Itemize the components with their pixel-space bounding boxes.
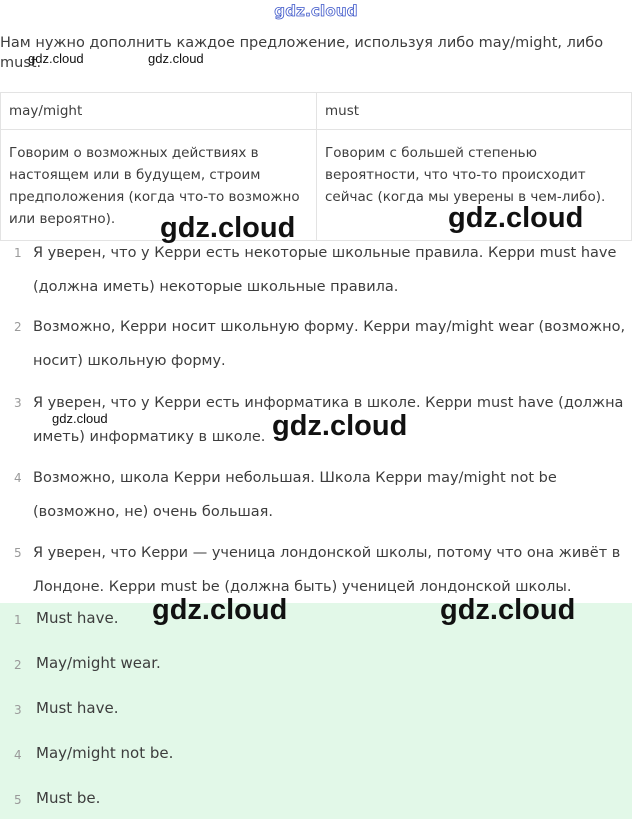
watermark: gdz.cloud [160, 212, 296, 244]
answer-number: 3 [14, 703, 22, 717]
answer-item [0, 651, 632, 681]
question-number: 4 [14, 471, 22, 485]
answer-number: 5 [14, 793, 22, 807]
answer-text: Must have. [36, 699, 119, 717]
watermark: gdz.cloud [272, 410, 408, 442]
watermark: gdz.cloud [448, 202, 584, 234]
answer-number: 2 [14, 658, 22, 672]
answers-panel [0, 603, 632, 819]
watermark: gdz.cloud [148, 51, 204, 66]
question-text: Я уверен, что у Керри есть информатика в школе. Керри must have (должна иметь) информатику в школе. [33, 395, 624, 445]
table-cell-must: Говорим с большей степенью вероятности, что что-то происходит сейчас (когда мы уверены в чем-либо). [317, 130, 632, 241]
answer-text: May/might wear. [36, 654, 161, 672]
watermark: gdz.cloud [52, 411, 108, 426]
table-header-must: must [317, 93, 632, 130]
question-number: 1 [14, 246, 22, 260]
question-text: Я уверен, что Керри — ученица лондонской школы, потому что она живёт в Лондоне. Керри must be (должна быть) ученицей лондонской школы. [33, 545, 621, 595]
question-number: 3 [14, 396, 22, 410]
answer-item [0, 786, 632, 816]
table-cell-may-might: Говорим о возможных действиях в настоящем или в будущем, строим предположения (когда что-то возможно или вероятно). [1, 130, 317, 241]
answer-number: 4 [14, 748, 22, 762]
intro-text: Нам нужно дополнить каждое предложение, используя либо may/might, либо must. [0, 35, 604, 71]
watermark: gdz.cloud [28, 51, 84, 66]
answer-text: Must have. [36, 609, 119, 627]
question-number: 2 [14, 320, 22, 334]
watermark: gdz.cloud [440, 594, 576, 626]
table-header-may-might: may/might [1, 93, 317, 130]
watermark: gdz.cloud [152, 594, 288, 626]
answer-text: May/might not be. [36, 744, 174, 762]
answer-item [0, 741, 632, 771]
question-text: Возможно, Керри носит школьную форму. Керри may/might wear (возможно, носит) школьную форму. [33, 319, 626, 369]
answer-item [0, 696, 632, 726]
answer-number: 1 [14, 613, 22, 627]
question-number: 5 [14, 546, 22, 560]
answer-text: Must be. [36, 789, 101, 807]
question-text: Возможно, школа Керри небольшая. Школа Керри may/might not be (возможно, не) очень большая. [33, 470, 557, 520]
table-header-row [1, 93, 632, 130]
site-logo[interactable]: gdz.cloud [274, 2, 358, 20]
question-text: Я уверен, что у Керри есть некоторые школьные правила. Керри must have (должна иметь) некоторые школьные правила. [33, 245, 617, 295]
